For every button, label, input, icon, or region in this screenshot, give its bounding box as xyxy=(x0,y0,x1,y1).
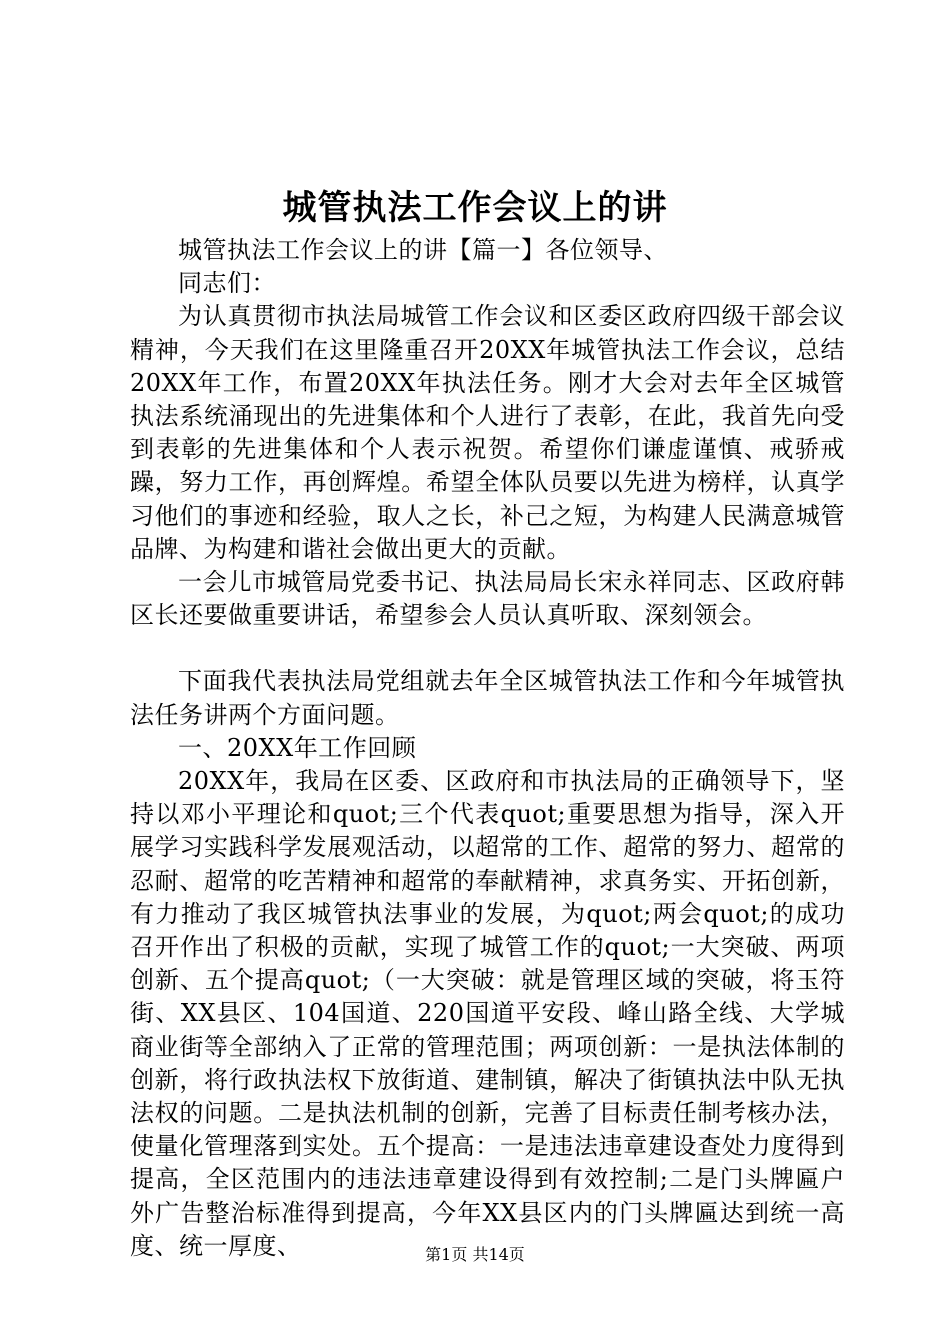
paragraph-review: 20XX年，我局在区委、区政府和市执法局的正确领导下，坚持以邓小平理论和quot;三个代表quot;重要思想为指导，深入开展学习实践科学发展观活动，以超常的工作、超常的努力、超常的忍耐、超常的吃苦精神和超常的奉献精神，求真务实、开拓创新，有力推动了我区城管执法事业的发展，为quot;两会quot;的成功召开作出了积极的贡献，实现了城管工作的quot;一大突破、两项创新、五个提高quot;（一大突破：就是管理区域的突破，将玉符街、XX县区、104国道、220国道平安段、峰山路全线、大学城商业街等全部纳入了正常的管理范围；两项创新：一是执法体制的创新，将行政执法权下放街道、建制镇，解决了街镇执法中队无执法权的问题。二是执法机制的创新，完善了目标责任制考核办法，使量化管理落到实处。五个提高：一是违法违章建设查处力度得到提高，全区范围内的违法违章建设得到有效控制;二是门头牌匾户外广告整治标准得到提高，今年XX县区内的门头牌匾达到统一高度、统一厚度、 xyxy=(130,767,845,1260)
section-heading: 一、20XX年工作回顾 xyxy=(178,733,417,762)
paragraph-outline: 下面我代表执法局党组就去年全区城管执法工作和今年城管执法任务讲两个方面问题。 xyxy=(130,667,845,729)
paragraph-intro: 为认真贯彻市执法局城管工作会议和区委区政府四级干部会议精神，今天我们在这里隆重召开20XX年城管执法工作会议，总结20XX年工作，布置20XX年执法任务。刚才大会对去年全区城管执法系统涌现出的先进集体和个人进行了表彰，在此，我首先向受到表彰的先进集体和个人表示祝贺。希望你们谦虚谨慎、戒骄戒躁，努力工作，再创辉煌。希望全体队员要以先进为榜样，认真学习他们的事迹和经验，取人之长，补己之短，为构建人民满意城管品牌、为构建和谐社会做出更大的贡献。 xyxy=(130,302,845,563)
paragraph-salutation: 同志们： xyxy=(178,269,276,298)
document-body xyxy=(130,234,845,1263)
paragraph-opening: 城管执法工作会议上的讲【篇一】各位领导、 xyxy=(178,236,668,264)
page-number: 第1页 共14页 xyxy=(425,1245,525,1264)
document-title: 城管执法工作会议上的讲 xyxy=(282,188,668,228)
paragraph-announcement: 一会儿市城管局党委书记、执法局局长宋永祥同志、区政府韩区长还要做重要讲话，希望参会人员认真听取、深刻领会。 xyxy=(130,568,845,630)
